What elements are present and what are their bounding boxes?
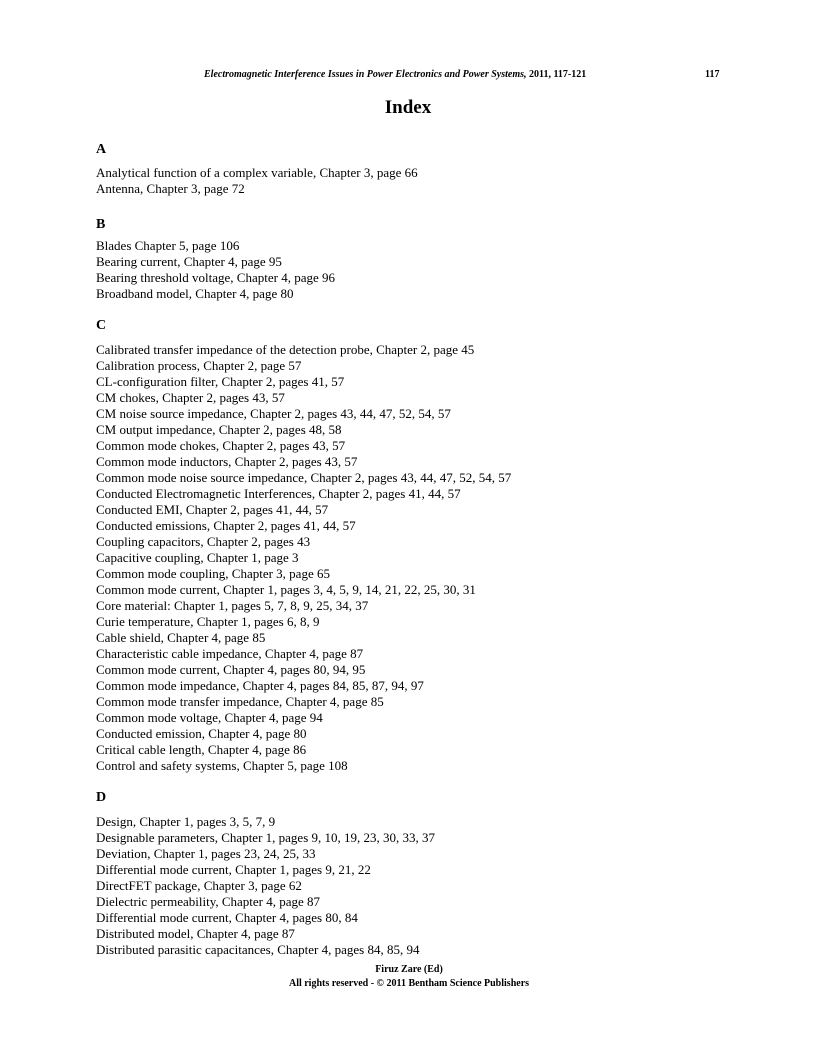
index-entry: Core material: Chapter 1, pages 5, 7, 8, 9, 25, 34, 37 (96, 598, 369, 613)
index-section-b (96, 217, 335, 302)
entry-list (96, 814, 435, 958)
index-section-d (96, 790, 435, 958)
footer-editor: Firuz Zare (Ed) (375, 964, 443, 975)
index-entry: Common mode voltage, Chapter 4, page 94 (96, 710, 323, 725)
index-entry: Critical cable length, Chapter 4, page 86 (96, 742, 307, 757)
index-entry: Common mode noise source impedance, Chapter 2, pages 43, 44, 47, 52, 54, 57 (96, 470, 512, 485)
section-letter: A (96, 142, 107, 157)
journal-citation (204, 68, 586, 82)
entry-list (96, 342, 511, 774)
index-entry: Curie temperature, Chapter 1, pages 6, 8, 9 (96, 614, 320, 629)
index-entry: Distributed model, Chapter 4, page 87 (96, 926, 295, 941)
index-entry: Common mode transfer impedance, Chapter 4, page 85 (96, 694, 384, 709)
index-entry: Coupling capacitors, Chapter 2, pages 43 (96, 534, 311, 549)
index-entry: Dielectric permeability, Chapter 4, page 87 (96, 894, 321, 909)
journal-title: Electromagnetic Interference Issues in Power Electronics and Power Systems, (204, 69, 527, 80)
index-entry: Antenna, Chapter 3, page 72 (96, 181, 245, 196)
section-letter: C (96, 318, 107, 333)
index-entry: Blades Chapter 5, page 106 (96, 238, 240, 253)
index-entry: Capacitive coupling, Chapter 1, page 3 (96, 550, 299, 565)
entry-list (96, 165, 418, 197)
index-entry: Common mode chokes, Chapter 2, pages 43, 57 (96, 438, 346, 453)
index-entry: Differential mode current, Chapter 4, pages 80, 84 (96, 910, 358, 925)
page-title: Index (384, 97, 432, 118)
index-entry: CM chokes, Chapter 2, pages 43, 57 (96, 390, 285, 405)
running-header (0, 68, 816, 82)
citation-years: 2011, 117-121 (526, 69, 587, 80)
index-entry: Common mode impedance, Chapter 4, pages 84, 85, 87, 94, 97 (96, 678, 424, 693)
page-footer (0, 963, 816, 991)
page-number: 117 (705, 69, 720, 80)
index-entry: CM noise source impedance, Chapter 2, pages 43, 44, 47, 52, 54, 57 (96, 406, 451, 421)
index-section-c (96, 318, 511, 774)
entry-list (96, 238, 335, 302)
index-entry: Common mode inductors, Chapter 2, pages 43, 57 (96, 454, 358, 469)
index-entry: Conducted emissions, Chapter 2, pages 41, 44, 57 (96, 518, 356, 533)
index-entry: Characteristic cable impedance, Chapter 4, page 87 (96, 646, 364, 661)
index-entry: Conducted EMI, Chapter 2, pages 41, 44, 57 (96, 502, 329, 517)
index-entry: Analytical function of a complex variable, Chapter 3, page 66 (96, 165, 418, 180)
index-entry: Designable parameters, Chapter 1, pages 9, 10, 19, 23, 30, 33, 37 (96, 830, 436, 845)
index-entry: Differential mode current, Chapter 1, pages 9, 21, 22 (96, 862, 371, 877)
index-entry: Broadband model, Chapter 4, page 80 (96, 286, 294, 301)
section-letter: B (96, 217, 106, 232)
index-entry: Cable shield, Chapter 4, page 85 (96, 630, 266, 645)
index-entry: Conducted emission, Chapter 4, page 80 (96, 726, 307, 741)
index-entry: DirectFET package, Chapter 3, page 62 (96, 878, 302, 893)
section-letter: D (96, 790, 107, 805)
index-entry: Calibrated transfer impedance of the detection probe, Chapter 2, page 45 (96, 342, 475, 357)
index-entry: Control and safety systems, Chapter 5, page 108 (96, 758, 348, 773)
index-entry: Common mode current, Chapter 1, pages 3, 4, 5, 9, 14, 21, 22, 25, 30, 31 (96, 582, 476, 597)
index-entry: Conducted Electromagnetic Interferences, Chapter 2, pages 41, 44, 57 (96, 486, 461, 501)
index-entry: Bearing threshold voltage, Chapter 4, page 96 (96, 270, 335, 285)
footer-copyright: All rights reserved - © 2011 Bentham Science Publishers (288, 978, 530, 989)
index-section-a (96, 142, 418, 197)
index-entry: Bearing current, Chapter 4, page 95 (96, 254, 282, 269)
index-entry: CM output impedance, Chapter 2, pages 48, 58 (96, 422, 342, 437)
index-entry: Common mode coupling, Chapter 3, page 65 (96, 566, 330, 581)
index-entry: CL-configuration filter, Chapter 2, pages 41, 57 (96, 374, 345, 389)
index-entry: Deviation, Chapter 1, pages 23, 24, 25, 33 (96, 846, 316, 861)
index-entry: Distributed parasitic capacitances, Chapter 4, pages 84, 85, 94 (96, 942, 420, 957)
index-entry: Common mode current, Chapter 4, pages 80, 94, 95 (96, 662, 366, 677)
index-entry: Calibration process, Chapter 2, page 57 (96, 358, 302, 373)
index-entry: Design, Chapter 1, pages 3, 5, 7, 9 (96, 814, 276, 829)
